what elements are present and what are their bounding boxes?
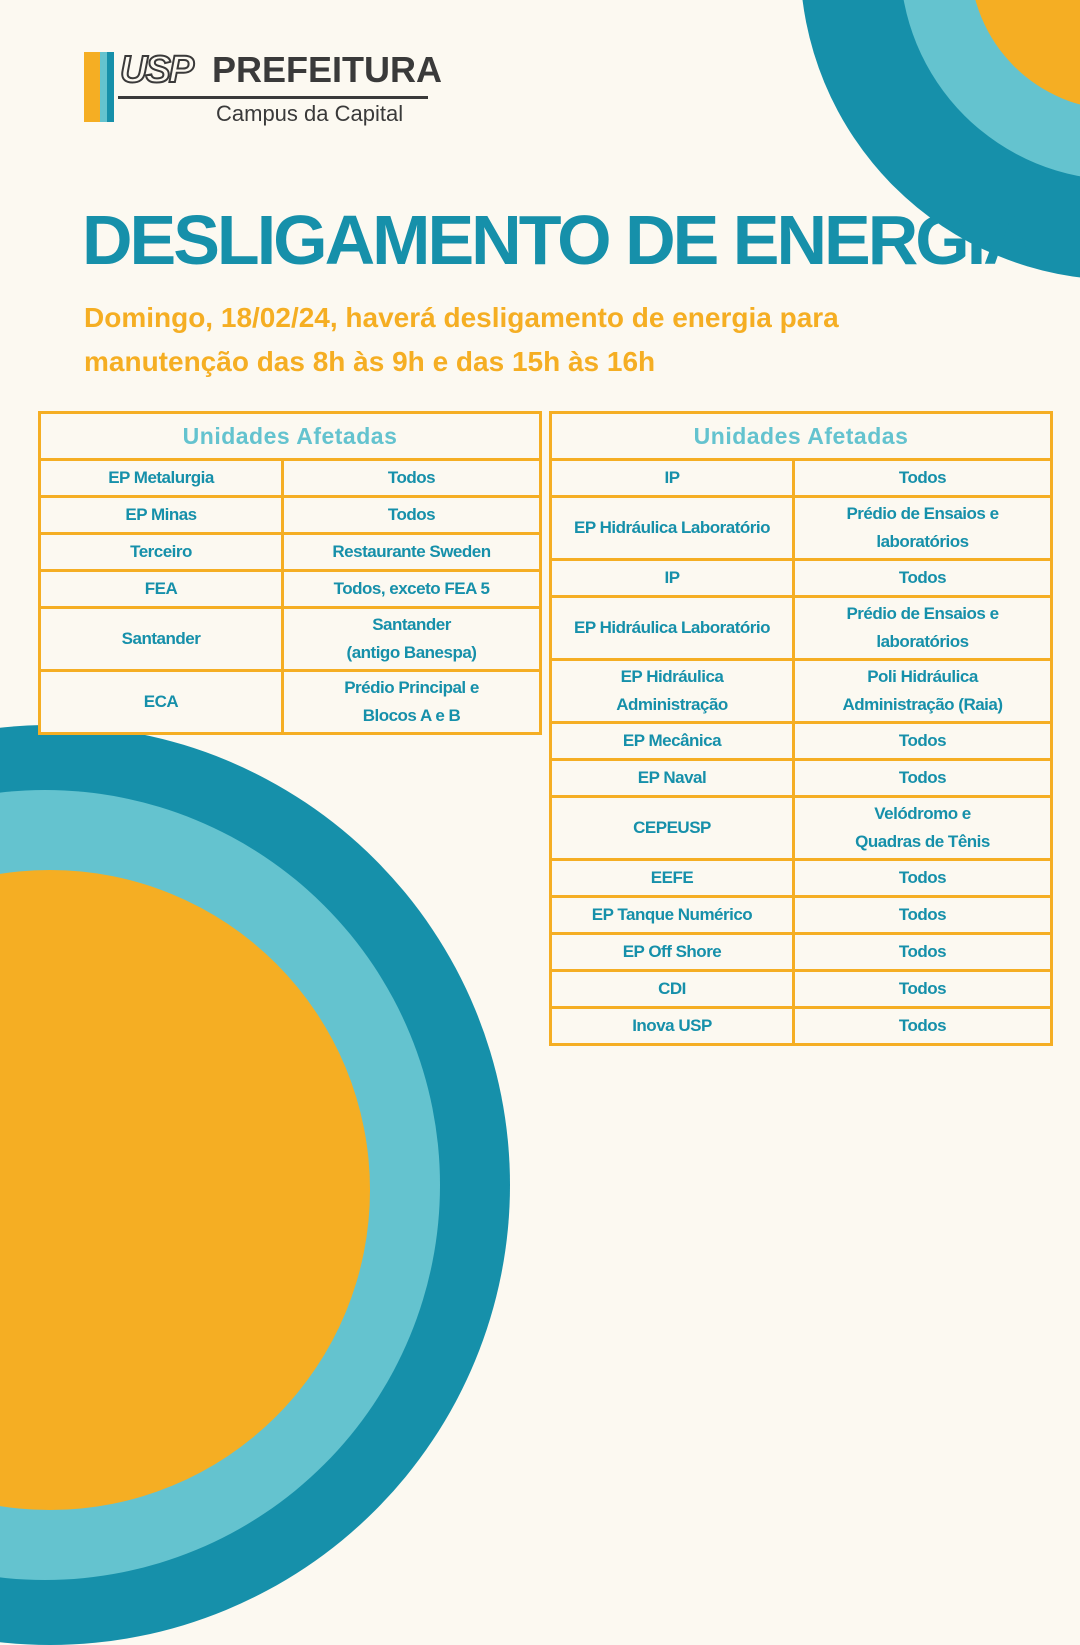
- table-row: [40, 534, 541, 571]
- logo-name: PREFEITURA: [212, 49, 443, 90]
- table-row: [40, 671, 541, 734]
- table-row: [551, 797, 1052, 860]
- table-row: [551, 497, 1052, 560]
- affected-area-cell: Velódromo e Quadras de Tênis: [794, 797, 1052, 860]
- table-row: [551, 460, 1052, 497]
- affected-area-cell: Todos: [794, 560, 1052, 597]
- table-row: [40, 497, 541, 534]
- unit-name-cell: EP Minas: [40, 497, 283, 534]
- unit-name-cell: IP: [551, 460, 794, 497]
- announcement-text: Domingo, 18/02/24, haverá desligamento de energia para manutenção das 8h às 9h e das 15h às 16h: [84, 302, 839, 377]
- affected-area-cell: Santander (antigo Banespa): [283, 608, 541, 671]
- table-header: Unidades Afetadas: [551, 413, 1052, 460]
- table-row: [551, 897, 1052, 934]
- table-row: [551, 934, 1052, 971]
- affected-area-cell: Todos, exceto FEA 5: [283, 571, 541, 608]
- affected-area-cell: Prédio de Ensaios e laboratórios: [794, 597, 1052, 660]
- affected-area-cell: Prédio de Ensaios e laboratórios: [794, 497, 1052, 560]
- affected-area-cell: Todos: [794, 723, 1052, 760]
- affected-area-cell: Prédio Principal e Blocos A e B: [283, 671, 541, 734]
- affected-area-cell: Todos: [794, 934, 1052, 971]
- affected-area-cell: Todos: [794, 897, 1052, 934]
- unit-name-cell: CEPEUSP: [551, 797, 794, 860]
- table-row: [551, 860, 1052, 897]
- affected-area-cell: Todos: [794, 971, 1052, 1008]
- affected-area-cell: Todos: [794, 460, 1052, 497]
- unit-name-cell: IP: [551, 560, 794, 597]
- affected-area-cell: Todos: [794, 760, 1052, 797]
- affected-area-cell: Todos: [283, 460, 541, 497]
- table-row: [40, 460, 541, 497]
- table-row: [551, 597, 1052, 660]
- affected-area-cell: Todos: [794, 1008, 1052, 1045]
- logo-usp-mark: USP: [120, 49, 193, 91]
- affected-units-table-left: [38, 411, 542, 735]
- unit-name-cell: EP Mecânica: [551, 723, 794, 760]
- unit-name-cell: EP Metalurgia: [40, 460, 283, 497]
- page-title: DESLIGAMENTO DE ENERGIA: [82, 201, 1031, 279]
- logo-subtitle: Campus da Capital: [216, 101, 404, 126]
- unit-name-cell: CDI: [551, 971, 794, 1008]
- table-row: [551, 560, 1052, 597]
- unit-name-cell: ECA: [40, 671, 283, 734]
- table-row: [551, 760, 1052, 797]
- unit-name-cell: EP Off Shore: [551, 934, 794, 971]
- logo-divider: [118, 96, 428, 99]
- unit-name-cell: Inova USP: [551, 1008, 794, 1045]
- unit-name-cell: EP Hidráulica Administração: [551, 660, 794, 723]
- table-header: Unidades Afetadas: [40, 413, 541, 460]
- unit-name-cell: EP Hidráulica Laboratório: [551, 497, 794, 560]
- table-row: [551, 1008, 1052, 1045]
- affected-units-table-right: [549, 411, 1053, 1046]
- unit-name-cell: EP Tanque Numérico: [551, 897, 794, 934]
- affected-area-cell: Todos: [283, 497, 541, 534]
- affected-area-cell: Poli Hidráulica Administração (Raia): [794, 660, 1052, 723]
- logo-stripes: [84, 52, 116, 122]
- table-row: [40, 571, 541, 608]
- unit-name-cell: FEA: [40, 571, 283, 608]
- unit-name-cell: EP Naval: [551, 760, 794, 797]
- table-row: [551, 660, 1052, 723]
- affected-area-cell: Todos: [794, 860, 1052, 897]
- unit-name-cell: EP Hidráulica Laboratório: [551, 597, 794, 660]
- table-row: [551, 971, 1052, 1008]
- unit-name-cell: Terceiro: [40, 534, 283, 571]
- table-row: [551, 723, 1052, 760]
- unit-name-cell: Santander: [40, 608, 283, 671]
- affected-area-cell: Restaurante Sweden: [283, 534, 541, 571]
- unit-name-cell: EEFE: [551, 860, 794, 897]
- table-row: [40, 608, 541, 671]
